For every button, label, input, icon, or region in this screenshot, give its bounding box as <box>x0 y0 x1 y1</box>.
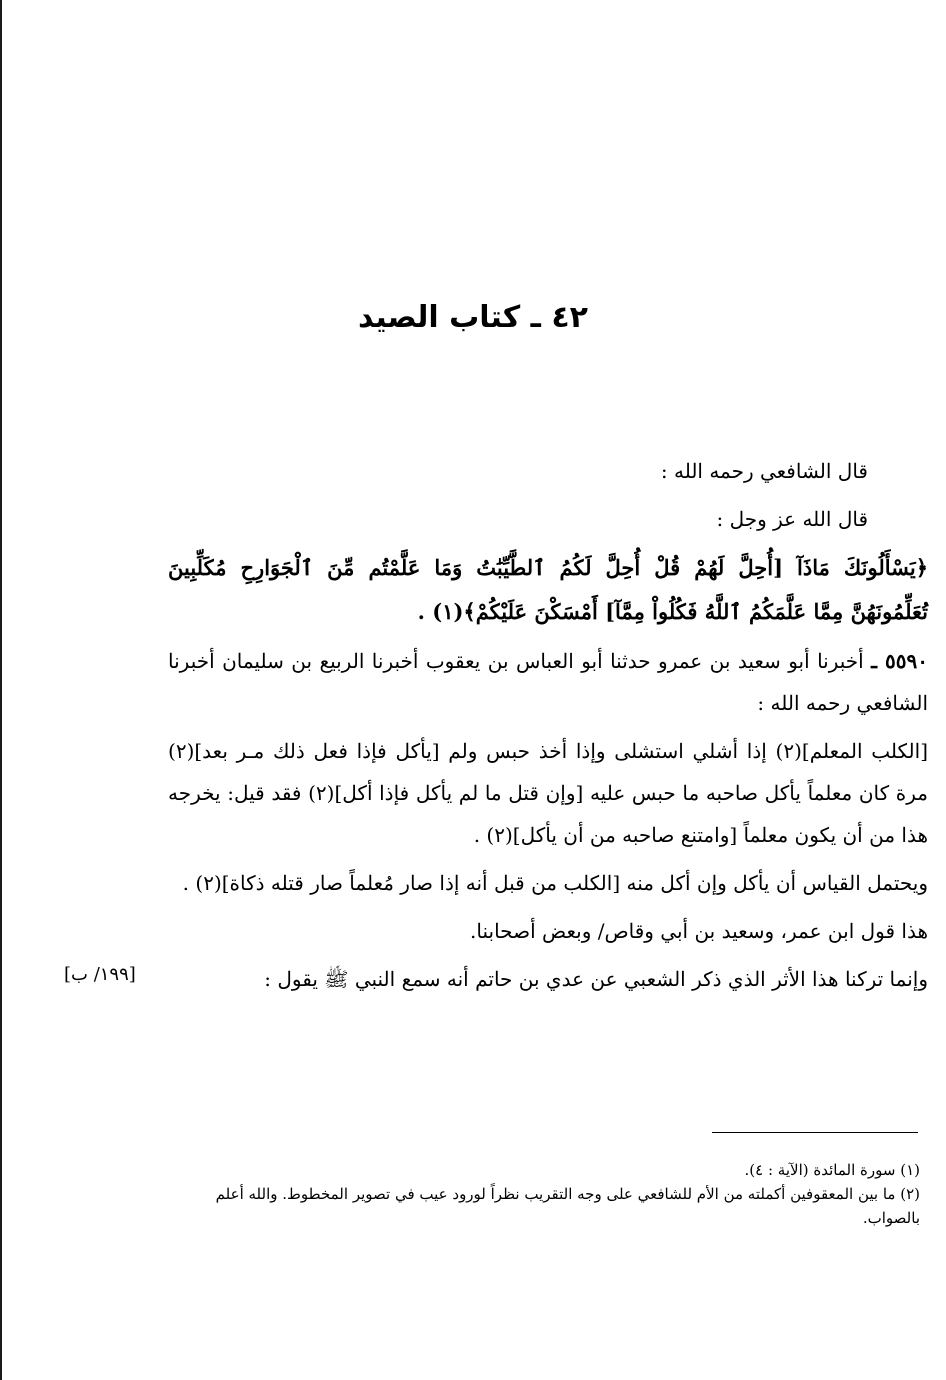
page-edge <box>0 0 2 1380</box>
hadith-paragraph <box>168 640 928 724</box>
chapter-title: ٤٢ ـ كتاب الصيد <box>358 300 588 335</box>
main-text <box>168 450 928 1006</box>
paragraph-trained-dog: [الكلب المعلم](٢) إذا أشلي استشلى وإذا أخذ حبس ولم [يأكل فإذا فعل ذلك مـر بعد](٢) مرة كان معلماً يأكل صاحبه ما حبس عليه [وإن قتل ما لم يأكل فإذا أكل](٢) فقد قيل: يخرجه هذا من أن يكون معلماً [وامتنع صاحبه من أن يأكل](٢) . <box>168 739 929 847</box>
footnote-1: (١) سورة المائدة (الآية : ٤). <box>744 1161 920 1179</box>
footnote-separator <box>712 1132 918 1133</box>
isnad-chain: أخبرنا أبو سعيد بن عمرو حدثنا أبو العباس بن يعقوب أخبرنا الربيع بن سليمان أخبرنا الشافعي رحمه الله : <box>168 649 928 715</box>
paragraph-companions: هذا قول ابن عمر، وسعيد بن أبي وقاص/ وبعض أصحابنا. <box>470 919 928 943</box>
intro-line: قال الشافعي رحمه الله : <box>660 459 868 483</box>
paragraph-athar: وإنما تركنا هذا الأثر الذي ذكر الشعبي عن عدي بن حاتم أنه سمع النبي ﷺ يقول : <box>264 967 928 991</box>
paragraph-analogy: ويحتمل القياس أن يأكل وإن أكل منه [الكلب من قبل أنه إذا صار مُعلماً صار قتله ذكاة](٢) . <box>182 871 928 895</box>
quran-verse: ﴿يَسْأَلُونَكَ مَاذَآ [أُحِلَّ لَهُمْ قُلْ أُحِلَّ لَكُمُ ٱلطَّيِّبَٰتُ وَمَا عَلَّمْتُم مِّنَ ٱلْجَوَارِحِ مُكَلِّبِينَ تُعَلِّمُونَهُنَّ مِمَّا عَلَّمَكُمُ ٱللَّهُ فَكُلُواْ مِمَّآ] أَمْسَكْنَ عَلَيْكُمْ﴾(١) . <box>168 555 928 624</box>
folio-marker: [١٩٩/ ب] <box>64 964 136 985</box>
footnote-2: (٢) ما بين المعقوفين أكملته من الأم للشافعي على وجه التقريب نظراً لورود عيب في تصوير المخطوط. والله أعلم بالصواب. <box>215 1185 920 1227</box>
footnotes <box>160 1158 920 1230</box>
allah-said-line: قال الله عز وجل : <box>716 507 868 531</box>
hadith-number: ٥٥٩٠ ـ <box>871 649 929 673</box>
